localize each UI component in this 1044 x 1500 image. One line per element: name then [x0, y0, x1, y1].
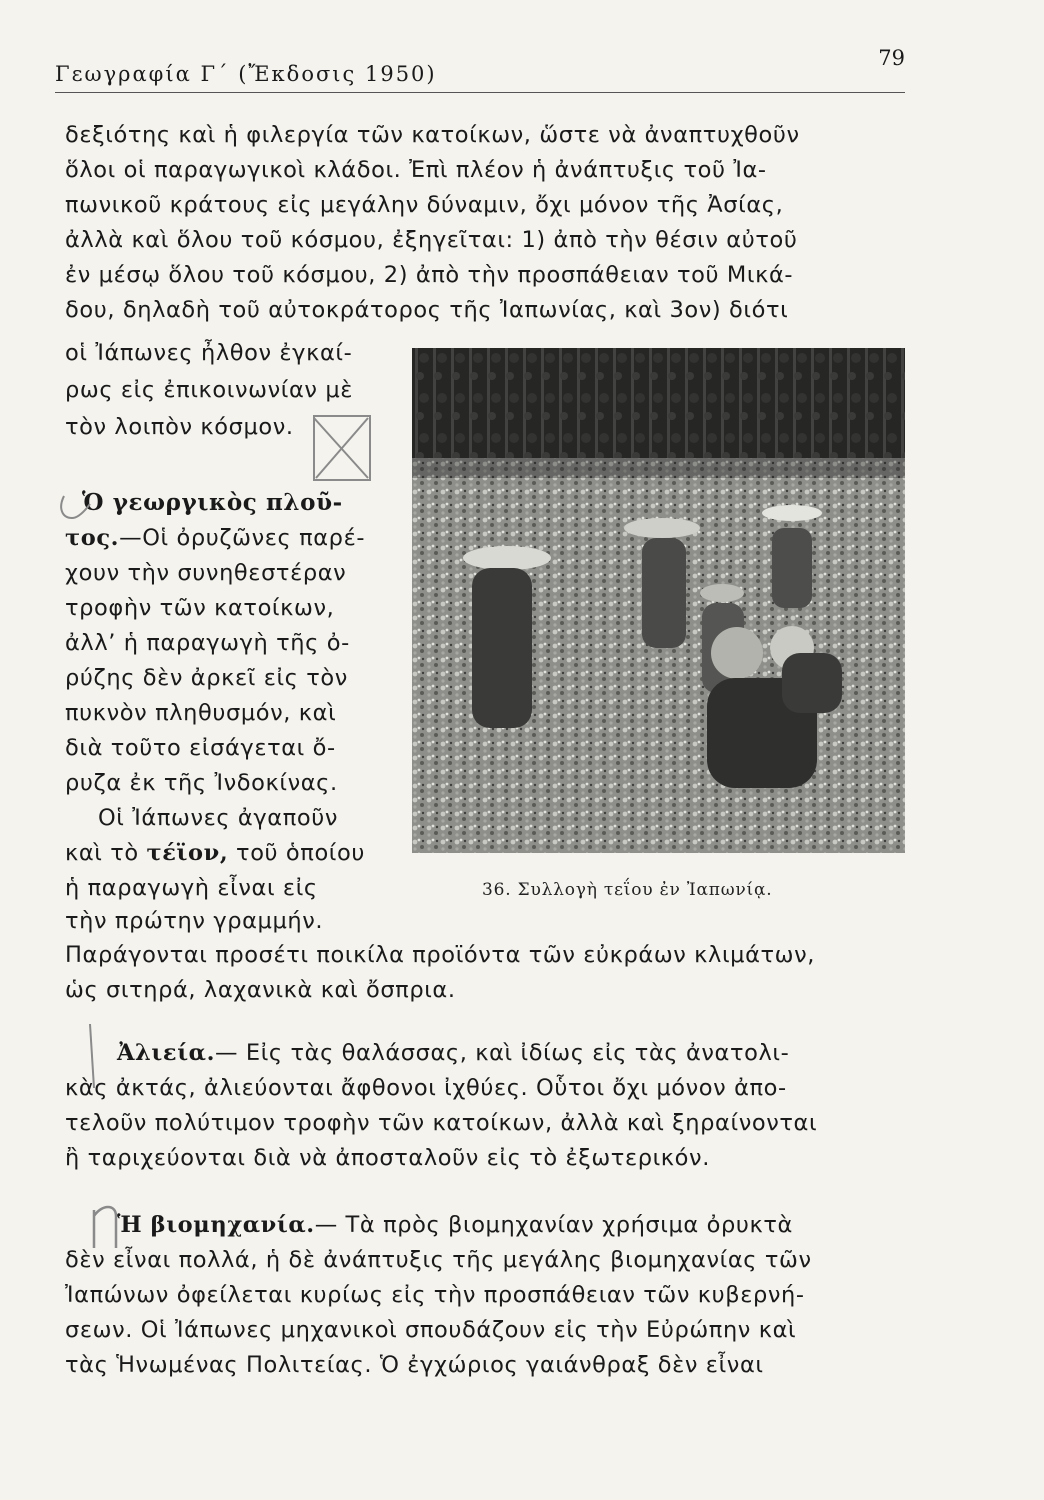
section-heading-fishing: Ἀλιεία.: [117, 1040, 216, 1066]
photo-illustration: [412, 348, 905, 853]
text-line: τὰς Ἡνωμένας Πολιτείας. Ὁ ἐγχώριος γαιάνθραξ δὲν εἶναι: [65, 1352, 764, 1378]
text-line: Ἰαπώνων ὀφείλεται κυρίως εἰς τὴν προσπάθειαν τῶν κυβερνή-: [65, 1282, 805, 1308]
text-line-part: —Οἱ ὀρυζῶνες παρέ-: [119, 525, 366, 551]
running-header: [55, 46, 905, 90]
text-line: διὰ τοῦτο εἰσάγεται ὄ-: [65, 735, 336, 761]
text-line: ἐν μέσῳ ὅλου τοῦ κόσμου, 2) ἀπὸ τὴν προσπάθειαν τοῦ Μικά-: [65, 262, 794, 288]
text-line-part: καὶ τὸ: [65, 840, 147, 866]
text-line: κὰς ἀκτάς, ἀλιεύονται ἄφθονοι ἰχθύες. Οὗτοι ὄχι μόνον ἀπο-: [65, 1075, 787, 1101]
text-line: ρυζα ἐκ τῆς Ἰνδοκίνας.: [65, 770, 338, 796]
text-line-part: τοῦ ὁποίου: [228, 840, 366, 866]
pencil-margin-line: [82, 1022, 102, 1092]
header-rule: [55, 92, 905, 93]
keyword-tea: τέϊον,: [146, 840, 229, 866]
text-line: ἀλλὰ καὶ ὅλου τοῦ κόσμου, ἐξηγεῖται: 1) ἀπὸ τὴν θέσιν αὐτοῦ: [65, 227, 798, 253]
text-line: ρως εἰς ἐπικοινωνίαν μὲ: [65, 377, 353, 403]
page-number: 79: [878, 46, 905, 70]
pencil-x-mark: [300, 410, 380, 490]
text-line: ρύζης δὲν ἀρκεῖ εἰς τὸν: [65, 665, 348, 691]
text-line: δὲν εἶναι πολλά, ἡ δὲ ἀνάπτυξις τῆς μεγάλης βιομηχανίας τῶν: [65, 1247, 812, 1273]
text-line: πυκνὸν πληθυσμόν, καὶ: [65, 700, 337, 726]
text-line: πωνικοῦ κράτους εἰς μεγάλην δύναμιν, ὄχι μόνον τῆς Ἀσίας,: [65, 192, 784, 218]
text-line: δου, δηλαδὴ τοῦ αὐτοκράτορος τῆς Ἰαπωνίας, καὶ 3ον) διότι: [65, 297, 789, 323]
text-line: τελοῦν πολύτιμον τροφὴν τῶν κατοίκων, ἀλλὰ καὶ ξηραίνονται: [65, 1110, 818, 1136]
text-line: Οἱ Ἰάπωνες ἀγαποῦν: [98, 805, 339, 831]
text-line: χουν τὴν συνηθεστέραν: [65, 560, 347, 586]
text-line: δεξιότης καὶ ἡ φιλεργία τῶν κατοίκων, ὥστε νὰ ἀναπτυχθοῦν: [65, 122, 800, 148]
pencil-check-mark: [58, 488, 94, 528]
section-heading-industry: Ἡ βιομηχανία.: [117, 1212, 315, 1238]
figure-caption: 36. Συλλογὴ τεΐου ἐν Ἰαπωνίᾳ.: [482, 880, 773, 900]
text-line: [65, 523, 385, 553]
text-line: τὸν λοιπὸν κόσμον.: [65, 414, 294, 440]
text-line: τὴν πρώτην γραμμήν.: [65, 908, 324, 934]
text-line: ἡ παραγωγὴ εἶναι εἰς: [65, 875, 318, 901]
pencil-margin-letter: [86, 1192, 126, 1252]
header-title: Γεωγραφία Γ΄ (Ἔκδοσις 1950): [55, 62, 437, 86]
text-line: ὡς σιτηρά, λαχανικὰ καὶ ὄσπρια.: [65, 977, 456, 1003]
text-line: [65, 1210, 905, 1240]
section-heading-agriculture: Ὁ γεωργικὸς πλοῦ-: [82, 489, 343, 516]
text-line: τροφὴν τῶν κατοίκων,: [65, 595, 335, 621]
text-line: οἱ Ἰάπωνες ἦλθον ἐγκαί-: [65, 340, 353, 366]
text-line-part: — Εἰς τὰς θαλάσσας, καὶ ἰδίως εἰς τὰς ἀνατολι-: [215, 1040, 790, 1066]
text-line: ἢ ταριχεύονται διὰ νὰ ἀποσταλοῦν εἰς τὸ ἐξωτερικόν.: [65, 1145, 710, 1171]
text-line: Παράγονται προσέτι ποικίλα προϊόντα τῶν εὐκράων κλιμάτων,: [65, 942, 816, 968]
tea-harvest-photo: [412, 348, 905, 853]
text-line: [65, 1038, 905, 1068]
text-line-part: — Τὰ πρὸς βιομηχανίαν χρήσιμα ὀρυκτὰ: [314, 1212, 793, 1238]
text-line: ὅλοι οἱ παραγωγικοὶ κλάδοι. Ἐπὶ πλέον ἡ ἀνάπτυξις τοῦ Ἰα-: [65, 157, 767, 183]
section-heading-agriculture-end: τος.: [65, 525, 120, 551]
text-line: [65, 838, 385, 868]
text-line: ἀλλ’ ἡ παραγωγὴ τῆς ὀ-: [65, 630, 350, 656]
text-line: σεων. Οἱ Ἰάπωνες μηχανικοὶ σπουδάζουν εἰς τὴν Εὐρώπην καὶ: [65, 1317, 797, 1343]
